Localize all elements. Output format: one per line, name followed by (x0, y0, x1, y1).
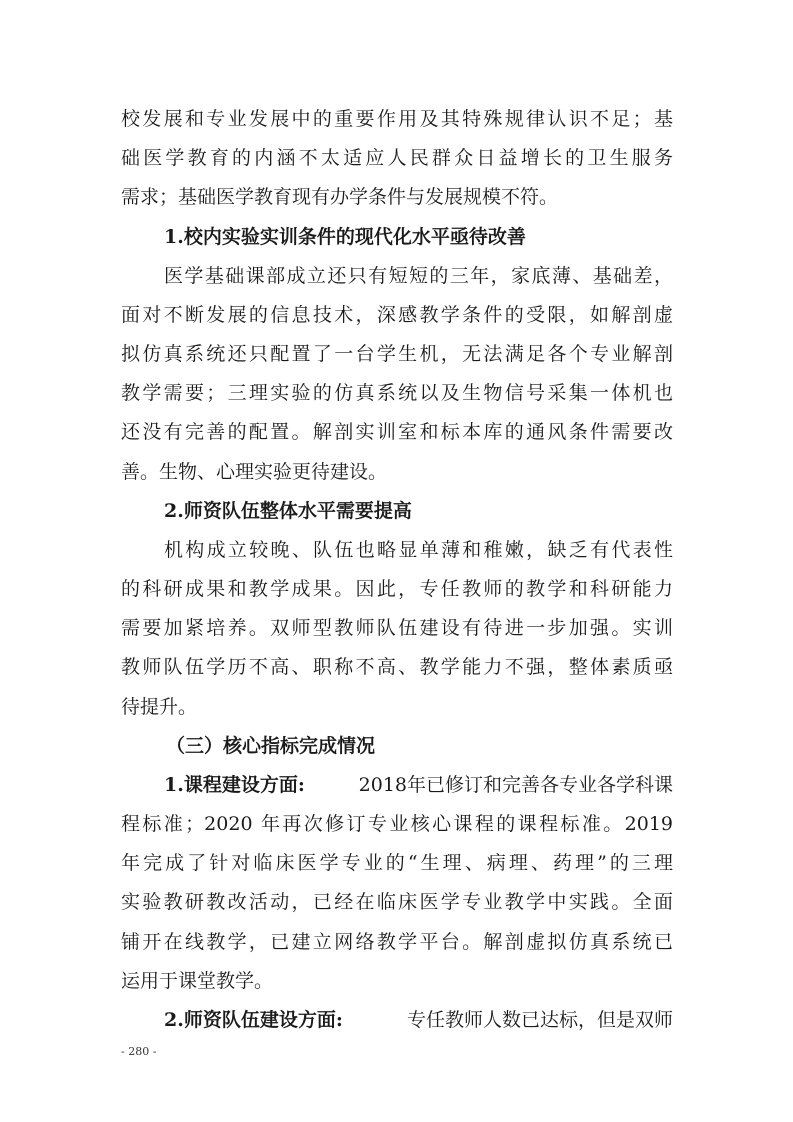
item-label: 1.课程建设方面: (164, 774, 305, 796)
paragraph-line: 程标准；2020 年再次修订专业核心课程的课程标准。2019 (121, 813, 673, 835)
paragraph-line (164, 1002, 673, 1038)
paragraph-line: 础医学教育的内涵不太适应人民群众日益增长的卫生服务 (121, 147, 673, 169)
paragraph-line: 教师队伍学历不高、职称不高、教学能力不强，整体素质亟 (121, 656, 673, 678)
paragraph-line: 机构成立较晚、队伍也略显单薄和稚嫩，缺乏有代表性 (164, 539, 673, 561)
paragraph-line: 的科研成果和教学成果。因此，专任教师的教学和科研能力 (121, 578, 673, 600)
paragraph-line: 运用于课堂教学。 (121, 970, 274, 992)
page-number: - 280 - (121, 1045, 157, 1058)
paragraph-line: 医学基础课部成立还只有短短的三年，家底薄、基础差， (164, 265, 673, 287)
item-text: 专任教师人数已达标，但是双师 (406, 1009, 673, 1031)
paragraph-line: 需求；基础医学教育现有办学条件与发展规模不符。 (121, 186, 559, 208)
paragraph-line (164, 767, 673, 803)
section-heading: 1.校内实验实训条件的现代化水平亟待改善 (164, 226, 526, 248)
paragraph-line: 面对不断发展的信息技术，深感教学条件的受限，如解剖虚 (121, 304, 673, 326)
item-text: 2018年已修订和完善各专业各学科课 (358, 774, 673, 796)
paragraph-line: 待提升。 (121, 696, 198, 718)
paragraph-line: 铺开在线教学，已建立网络教学平台。解剖虚拟仿真系统已 (121, 931, 673, 953)
paragraph-line: 校发展和专业发展中的重要作用及其特殊规律认识不足；基 (121, 108, 673, 130)
paragraph-line: 需要加紧培养。双师型教师队伍建设有待进一步加强。实训 (121, 617, 673, 639)
paragraph-line: 实验教研教改活动，已经在临床医学专业教学中实践。全面 (121, 891, 673, 913)
item-label: 2.师资队伍建设方面: (164, 1009, 343, 1031)
paragraph-line: 年完成了针对临床医学专业的“生理、病理、药理”的三理 (121, 852, 673, 874)
section-heading: （三）核心指标完成情况 (166, 735, 376, 757)
paragraph-line: 教学需要；三理实验的仿真系统以及生物信号采集一体机也 (121, 382, 673, 404)
paragraph-line: 拟仿真系统还只配置了一台学生机，无法满足各个专业解剖 (121, 343, 673, 365)
paragraph-line: 还没有完善的配置。解剖实训室和标本库的通风条件需要改 (121, 421, 673, 443)
paragraph-line: 善。生物、心理实验更待建设。 (121, 461, 388, 483)
section-heading: 2.师资队伍整体水平需要提高 (164, 500, 412, 522)
